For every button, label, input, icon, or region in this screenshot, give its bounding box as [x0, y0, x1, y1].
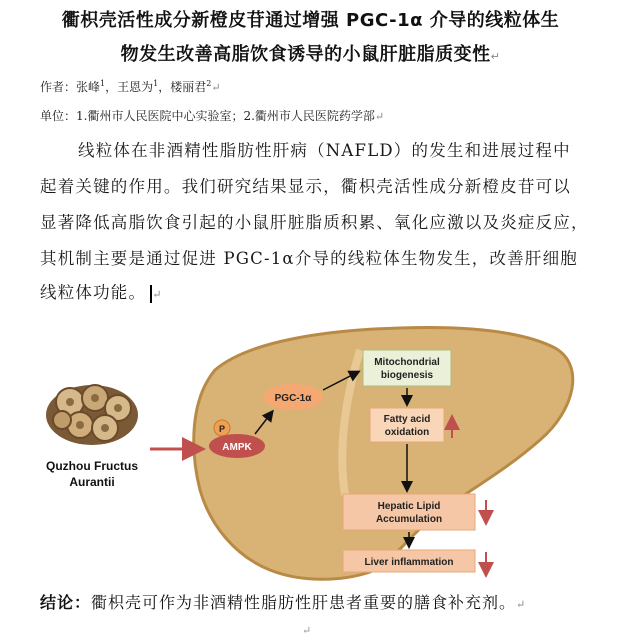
body-line: 线粒体在非酒精性脂肪性肝病（NAFLD）的发生和进展过程中 — [78, 141, 571, 160]
conclusion-text: 衢枳壳可作为非酒精性脂肪性肝患者重要的膳食补充剂。 — [91, 593, 517, 612]
affiliation-line: 单位：1.衢州市人民医院中心实验室；2.衢州市人民医院药学部↵ — [40, 109, 385, 123]
lipid-label-2: Accumulation — [375, 514, 443, 525]
body-line-last: 线粒体功能。 ↵ — [40, 283, 163, 302]
author-affil-sup: 1 — [153, 79, 159, 88]
conclusion-line — [40, 590, 526, 613]
title-line-1: 衢枳壳活性成分新橙皮苷通过增强 PGC-1α 介导的线粒体生 — [61, 10, 560, 31]
ampk-label: AMPK — [222, 442, 252, 453]
author-affil-sup: 1 — [100, 79, 106, 88]
paragraph-mark: ↵ — [302, 624, 312, 637]
body-line: 显著降低高脂饮食引起的小鼠肝脏脂质积累、氧化应激以及炎症反应， — [40, 213, 589, 232]
paragraph-mark: ↵ — [516, 598, 527, 611]
mechanism-figure — [0, 320, 621, 592]
paragraph-mark: ↵ — [211, 81, 221, 94]
body-line: 起着关键的作用。我们研究结果显示，衢枳壳活性成分新橙皮苷可以 — [40, 177, 571, 196]
paragraph-mark: ↵ — [374, 110, 385, 123]
herb-image — [46, 385, 138, 445]
paragraph-mark: ↵ — [490, 50, 501, 63]
lipid-label-1: Hepatic Lipid — [377, 501, 441, 512]
author-name: 张峰 — [76, 80, 101, 94]
pgc-label: PGC-1α — [274, 393, 312, 404]
title-line-2: 物发生改善高脂饮食诱导的小鼠肝脏脂质变性↵ — [120, 44, 501, 65]
fatty-label-1: Fatty acid — [383, 414, 431, 425]
fatty-label-2: oxidation — [384, 427, 430, 438]
body-line: 其机制主要是通过促进 PGC-1α介导的线粒体生物发生，改善肝细胞 — [40, 249, 578, 268]
mito-label-2: biogenesis — [380, 370, 434, 381]
mito-label-1: Mitochondrial — [374, 357, 440, 368]
conclusion-label: 结论： — [40, 593, 92, 612]
authors-prefix: 作者： — [40, 80, 77, 94]
herb-label-1: Quzhou Fructus — [46, 459, 138, 473]
author-name: 王恩为 — [117, 80, 154, 94]
author-name: 楼丽君 — [170, 80, 207, 94]
paragraph-mark: ↵ — [152, 288, 163, 301]
authors-line: 作者：张峰$^1$，王恩为$^1$，楼丽君$^2$↵ — [40, 79, 221, 94]
herb-label-2: Aurantii — [69, 475, 115, 489]
inflam-label: Liver inflammation — [364, 557, 454, 568]
phospho-label: P — [218, 424, 226, 434]
author-affil-sup: 2 — [206, 79, 212, 88]
